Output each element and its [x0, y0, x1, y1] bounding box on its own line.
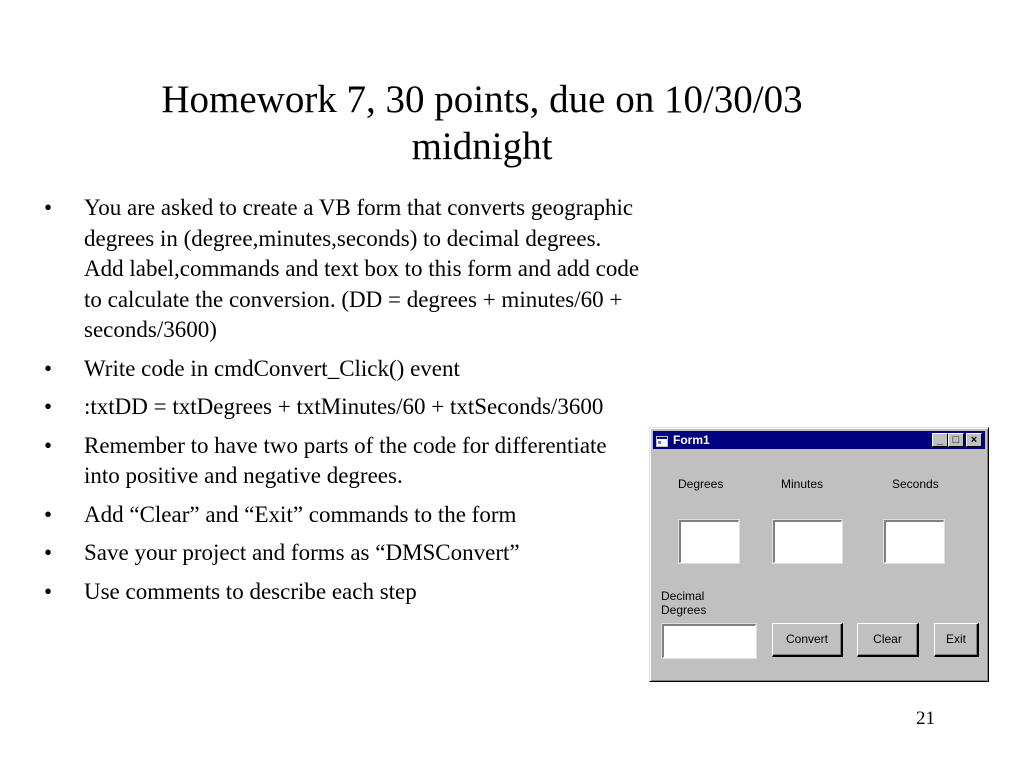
- close-button[interactable]: [966, 433, 982, 447]
- convert-button[interactable]: Convert: [772, 623, 843, 657]
- bullet-item: • Use comments to describe each step: [44, 577, 644, 608]
- form1-window: [649, 427, 989, 682]
- maximize-button[interactable]: [948, 433, 964, 447]
- vb-form-icon: [656, 434, 668, 445]
- bullet-item: • Save your project and forms as “DMSConvert”: [44, 538, 644, 569]
- bullet-item: • Remember to have two parts of the code for differentiate into positive and negative degrees.: [44, 431, 644, 492]
- minimize-icon: _: [936, 434, 944, 446]
- minutes-label: Minutes: [781, 477, 824, 491]
- page-number: 21: [916, 708, 935, 729]
- form-title: Form1: [673, 433, 710, 447]
- maximize-icon: □: [952, 434, 960, 446]
- bullet-item: • Write code in cmdConvert_Click() event: [44, 354, 644, 385]
- minimize-button[interactable]: [932, 433, 948, 447]
- bullet-item: • Add “Clear” and “Exit” commands to the form: [44, 500, 644, 531]
- close-icon: ×: [970, 434, 978, 446]
- bullet-item: • You are asked to create a VB form that converts geographic degrees in (degree,minutes,seconds) to decimal degrees. Add label,commands and text box to this form and add code to calculate the conversion. (DD = degrees + minutes/60 + seconds/3600): [44, 193, 644, 346]
- decimal-degrees-label-line-1: Decimal: [661, 589, 705, 603]
- slide-title-line-2: midnight: [411, 125, 553, 168]
- form-titlebar[interactable]: [653, 431, 985, 449]
- decimal-degrees-label-line-2: Degrees: [661, 603, 707, 617]
- seconds-label: Seconds: [892, 477, 939, 491]
- degrees-textbox[interactable]: [679, 520, 739, 563]
- decimal-degrees-textbox[interactable]: [662, 624, 756, 658]
- slide-title: [60, 76, 904, 170]
- clear-button[interactable]: Clear: [857, 623, 919, 657]
- degrees-label: Degrees: [678, 477, 724, 491]
- seconds-textbox[interactable]: [884, 520, 944, 563]
- decimal-degrees-label: [661, 589, 706, 617]
- slide-title-line-1: Homework 7, 30 points, due on 10/30/03: [161, 78, 803, 121]
- bullet-list: [44, 193, 644, 615]
- bullet-item: • :txtDD = txtDegrees + txtMinutes/60 + txtSeconds/3600: [44, 392, 644, 423]
- exit-button[interactable]: Exit: [934, 623, 979, 657]
- minutes-textbox[interactable]: [773, 520, 842, 563]
